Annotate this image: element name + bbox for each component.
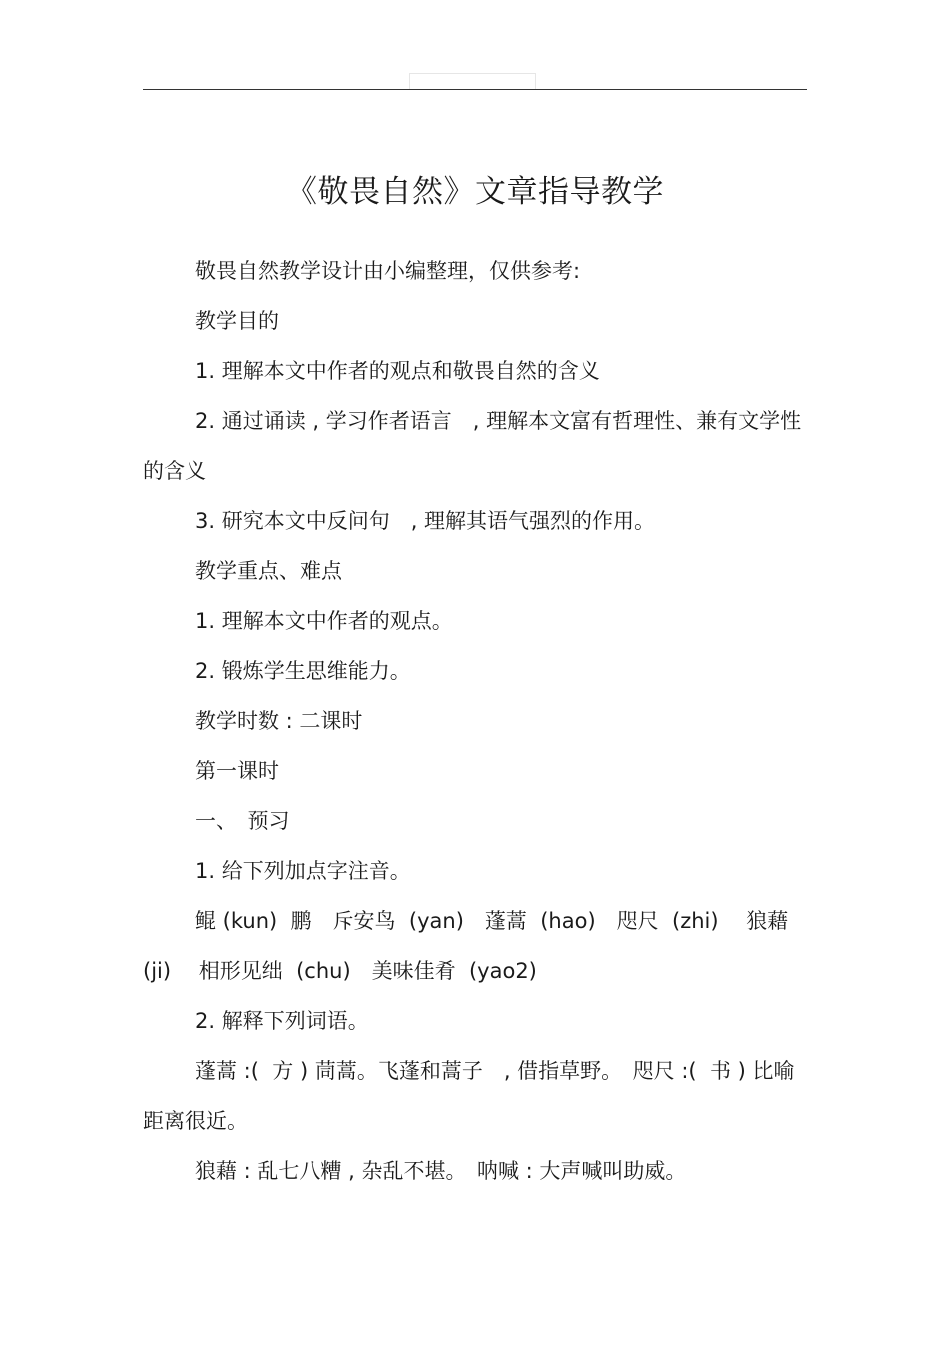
intro-paragraph: 敬畏自然教学设计由小编整理，仅供参考: [195,259,581,283]
header-rule [143,89,807,90]
teaching-hours: 教学时数 : 二课时 [195,709,363,733]
objective-item-1: 1. 理解本文中作者的观点和敬畏自然的含义 [195,359,600,383]
key-point-item-2: 2. 锻炼学生思维能力。 [195,659,411,683]
objective-item-2: 2. 通过诵读 , 学习作者语言 , 理解本文富有哲理性、兼有文学性的含义 [143,409,802,483]
objective-item-3: 3. 研究本文中反问句 , 理解其语气强烈的作用。 [195,509,656,533]
pinyin-list: 鲲 (kun) 鹏 斥安鸟 (yan) 蓬蒿 (hao) 咫尺 (zhi) 狼藉 (ji) 相形见绌 (chu) 美味佳肴 (yao2) [143,909,795,983]
lesson-heading: 第一课时 [195,759,279,783]
pinyin-task: 1. 给下列加点字注音。 [195,859,411,883]
section-heading-objectives: 教学目的 [195,309,279,333]
vocabulary-definition-1: 蓬蒿 :( 方 ) 茼蒿。飞蓬和蒿子 , 借指草野。 咫尺 :( 书 ) 比喻距离很近。 [143,1059,795,1133]
header-tab [409,73,536,90]
vocabulary-definition-2: 狼藉 : 乱七八糟 , 杂乱不堪。 呐喊 : 大声喊叫助威。 [195,1159,687,1183]
section-heading-key-points: 教学重点、难点 [195,559,342,583]
document-title: 《敬畏自然》文章指导教学 [286,174,664,210]
preview-heading: 一、 预习 [195,809,290,833]
document-body [143,246,807,1196]
vocabulary-task: 2. 解释下列词语。 [195,1009,369,1033]
key-point-item-1: 1. 理解本文中作者的观点。 [195,609,453,633]
